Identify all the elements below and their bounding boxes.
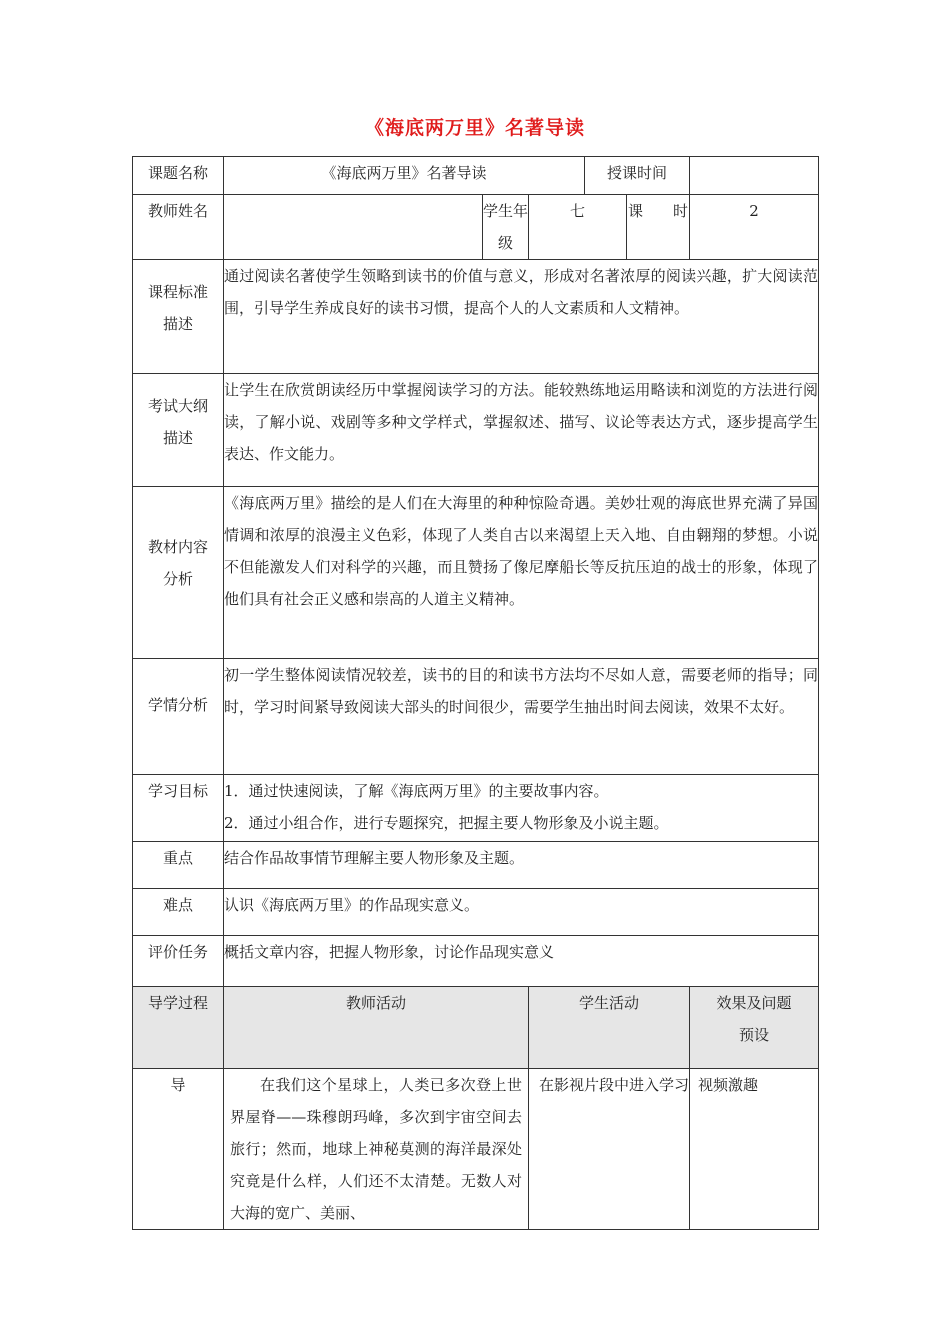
- learner-text: 初一学生整体阅读情况较差，读书的目的和读书方法均不尽如人意，需要老师的指导；同时，学习时间紧导致阅读大部头的时间很少，需要学生抽出时间去阅读，效果不太好。: [224, 659, 819, 775]
- hours-label: 课 时: [627, 195, 690, 260]
- evaluation-label: 评价任务: [133, 936, 224, 987]
- row-material: [133, 487, 819, 659]
- exam-label-text: 考试大纲描述: [147, 397, 208, 447]
- key-point-text: 结合作品故事情节理解主要人物形象及主题。: [224, 842, 819, 889]
- grade-value: 七: [529, 195, 627, 260]
- difficulty-text: 认识《海底两万里》的作品现实意义。: [224, 889, 819, 936]
- learner-label: 学情分析: [133, 659, 224, 775]
- row-evaluation: [133, 936, 819, 987]
- topic-value: 《海底两万里》名著导读: [224, 157, 585, 195]
- row-learner: [133, 659, 819, 775]
- evaluation-text: 概括文章内容，把握人物形象，讨论作品现实意义: [224, 936, 819, 987]
- process-col-stage: 导学过程: [133, 987, 224, 1069]
- process-row: [133, 1069, 819, 1230]
- material-text: 《海底两万里》描绘的是人们在大海里的种种惊险奇遇。美妙壮观的海底世界充满了异国情调和浓厚的浪漫主义色彩，体现了人类自古以来渴望上天入地、自由翱翔的梦想。小说不但能激发人们对科学的兴趣，而且赞扬了像尼摩船长等反抗压迫的战士的形象，体现了他们具有社会正义感和崇高的人道主义精神。: [224, 487, 819, 659]
- process-effect: 视频激趣: [690, 1069, 819, 1230]
- row-difficulty: [133, 889, 819, 936]
- process-col-teacher: 教师活动: [224, 987, 529, 1069]
- page-title: 《海底两万里》名著导读: [364, 117, 585, 139]
- row-teacher: [133, 195, 819, 260]
- teacher-label: 教师姓名: [133, 195, 224, 260]
- process-col-effect: [690, 987, 819, 1069]
- row-key-point: [133, 842, 819, 889]
- objectives-list: [224, 775, 819, 842]
- grade-label: 学生年级: [483, 195, 529, 260]
- process-student-activity: 在影视片段中进入学习: [529, 1069, 690, 1230]
- exam-text: 让学生在欣赏朗读经历中掌握阅读学习的方法。能较熟练地运用略读和浏览的方法进行阅读，了解小说、戏剧等多种文学样式，掌握叙述、描写、议论等表达方式，逐步提高学生表达、作文能力。: [224, 374, 819, 487]
- difficulty-label: 难点: [133, 889, 224, 936]
- process-stage: 导: [133, 1069, 224, 1230]
- time-value: [690, 157, 819, 195]
- material-label: [133, 487, 224, 659]
- standard-label: [133, 260, 224, 374]
- row-exam: [133, 374, 819, 487]
- objective-item-1: 1．通过快速阅读，了解《海底两万里》的主要故事内容。: [224, 782, 609, 800]
- process-col-effect-text: 效果及问题预设: [716, 994, 792, 1044]
- process-col-student: 学生活动: [529, 987, 690, 1069]
- lesson-plan-table: [132, 156, 819, 1230]
- standard-label-text: 课程标准描述: [147, 283, 208, 333]
- teacher-value: [224, 195, 483, 260]
- row-objectives: [133, 775, 819, 842]
- objectives-label: 学习目标: [133, 775, 224, 842]
- exam-label: [133, 374, 224, 487]
- row-standard: [133, 260, 819, 374]
- key-point-label: 重点: [133, 842, 224, 889]
- topic-label: 课题名称: [133, 157, 224, 195]
- row-topic: [133, 157, 819, 195]
- process-teacher-activity: 在我们这个星球上，人类已多次登上世界屋脊——珠穆朗玛峰，多次到宇宙空间去旅行；然而，地球上神秘莫测的海洋最深处究竟是什么样，人们还不太清楚。无数人对大海的宽广、美丽、: [224, 1069, 529, 1230]
- hours-value: 2: [690, 195, 819, 260]
- material-label-text: 教材内容分析: [147, 538, 208, 588]
- process-header-row: [133, 987, 819, 1069]
- objective-item-2: 2．通过小组合作，进行专题探究，把握主要人物形象及小说主题。: [224, 814, 669, 832]
- standard-text: 通过阅读名著使学生领略到读书的价值与意义，形成对名著浓厚的阅读兴趣，扩大阅读范围，引导学生养成良好的读书习惯，提高个人的人文素质和人文精神。: [224, 260, 819, 374]
- time-label: 授课时间: [585, 157, 690, 195]
